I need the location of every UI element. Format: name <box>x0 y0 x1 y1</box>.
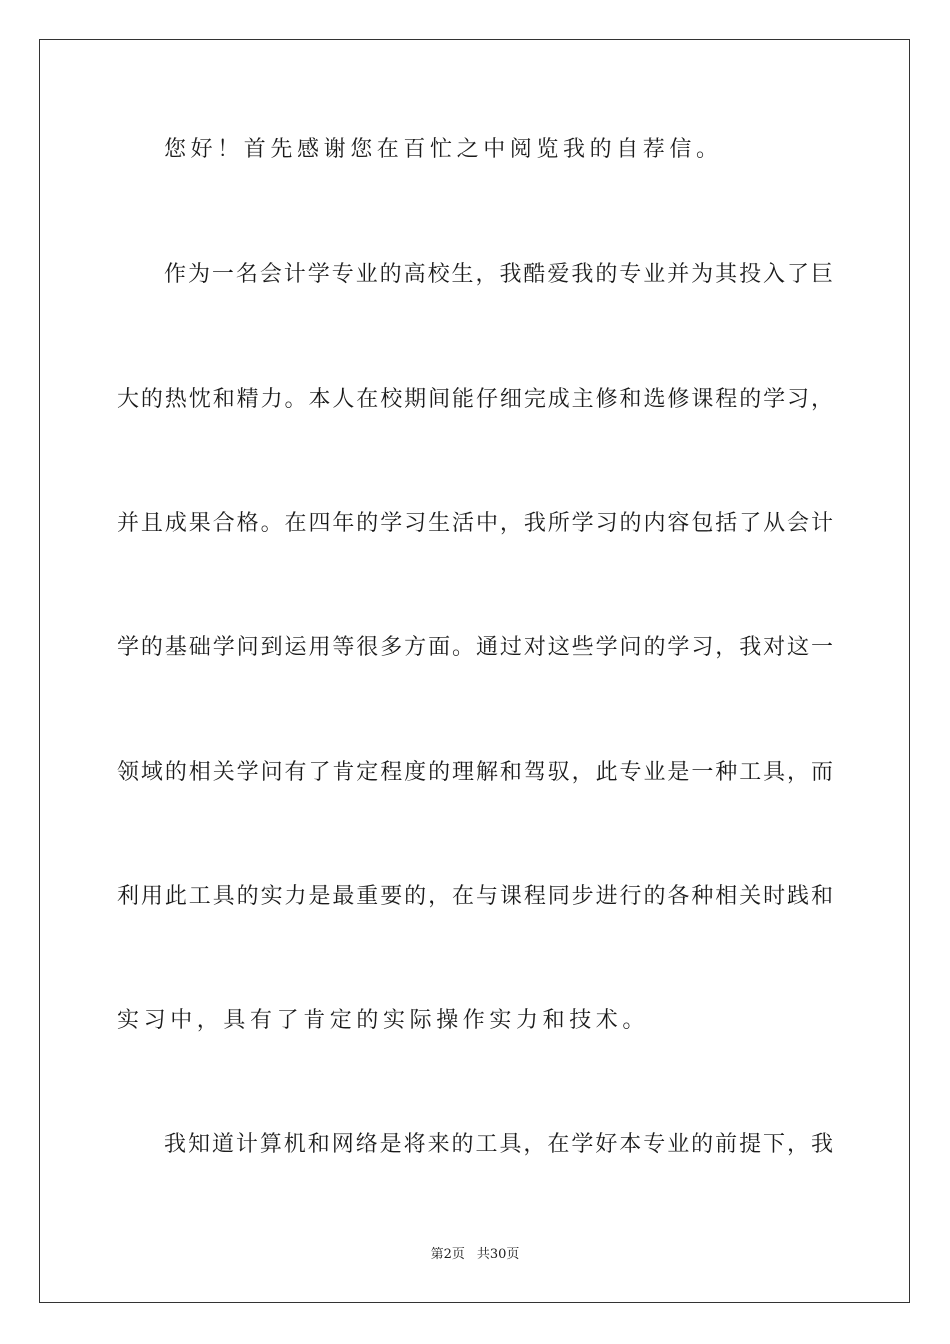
paragraph-line-9: 我知道计算机和网络是将来的工具，在学好本专业的前提下，我 <box>164 1132 833 1157</box>
page-border <box>39 39 910 1303</box>
paragraph-line-1: 您好！首先感谢您在百忙之中阅览我的自荐信。 <box>164 137 723 162</box>
total-pages: 共30页 <box>476 1247 520 1262</box>
page-number: 第2页 <box>430 1247 465 1262</box>
paragraph-line-8: 实习中，具有了肯定的实际操作实力和技术。 <box>117 1008 650 1033</box>
page-footer <box>0 1247 950 1263</box>
paragraph-line-3: 大的热忱和精力。本人在校期间能仔细完成主修和选修课程的学习， <box>117 387 833 412</box>
paragraph-line-7: 利用此工具的实力是最重要的，在与课程同步进行的各种相关时践和 <box>117 884 833 909</box>
paragraph-line-5: 学的基础学问到运用等很多方面。通过对这些学问的学习，我对这一 <box>117 635 833 660</box>
paragraph-line-4: 并且成果合格。在四年的学习生活中，我所学习的内容包括了从会计 <box>117 511 833 536</box>
paragraph-line-2: 作为一名会计学专业的高校生，我酷爱我的专业并为其投入了巨 <box>164 262 833 287</box>
paragraph-line-6: 领域的相关学问有了肯定程度的理解和驾驭，此专业是一种工具，而 <box>117 760 833 785</box>
